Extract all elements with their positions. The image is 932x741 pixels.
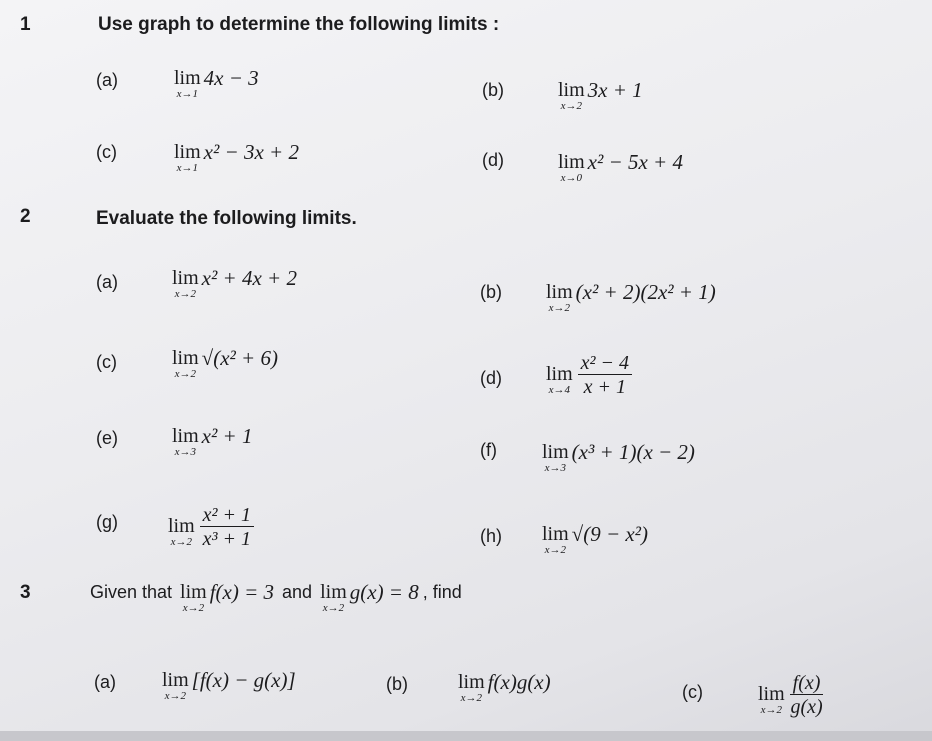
lim-subscript: x→1 <box>176 88 199 100</box>
q1-part-d-label: (d) <box>482 150 504 170</box>
question-3-number: 3 <box>20 582 31 603</box>
lim-subscript: x→2 <box>544 544 567 556</box>
q2-part-g-limit <box>168 504 254 551</box>
lim-word: lim <box>320 581 347 603</box>
given-expression-f: f(x) = 3 <box>209 580 275 604</box>
lim-word: lim <box>458 671 485 693</box>
lim-subscript: x→2 <box>174 368 197 380</box>
limit-expression: [f(x) − g(x)] <box>191 668 296 692</box>
q3-part-a-label: (a) <box>94 672 116 692</box>
q2-part-g-label: (g) <box>96 512 118 532</box>
limit-expression: (x² + 2)(2x² + 1) <box>575 280 716 304</box>
q2-part-c-label: (c) <box>96 352 117 372</box>
lim-word: lim <box>174 141 201 163</box>
fraction <box>200 504 254 551</box>
q1-part-b-label: (b) <box>482 80 504 100</box>
lim-subscript: x→2 <box>174 288 197 300</box>
q2-part-f-label: (f) <box>480 440 497 460</box>
lim-subscript: x→3 <box>544 462 567 474</box>
numerator: x² + 1 <box>200 504 254 527</box>
lim-word: lim <box>542 523 569 545</box>
q2-part-e-limit <box>172 426 252 458</box>
given-limit-f <box>180 582 274 614</box>
limit-expression: x² + 4x + 2 <box>201 266 297 290</box>
q1-part-c-limit <box>174 142 299 174</box>
lim-word: lim <box>558 151 585 173</box>
numerator: x² − 4 <box>578 352 632 375</box>
q2-part-b-limit <box>546 282 716 314</box>
given-suffix: , find <box>422 582 462 602</box>
lim-subscript: x→0 <box>560 172 583 184</box>
numerator: f(x) <box>790 672 824 695</box>
given-prefix: Given that <box>90 582 173 602</box>
lim-subscript: x→2 <box>760 704 783 716</box>
lim-word: lim <box>172 425 199 447</box>
lim-subscript: x→2 <box>548 302 571 314</box>
lim-word: lim <box>168 515 195 537</box>
lim-word: lim <box>546 281 573 303</box>
q2-part-f-limit <box>542 442 695 474</box>
lim-word: lim <box>542 441 569 463</box>
bottom-edge-strip <box>0 731 932 741</box>
lim-subscript: x→2 <box>182 602 205 614</box>
limit-expression: x² − 3x + 2 <box>203 140 299 164</box>
q1-part-a-label: (a) <box>96 70 118 90</box>
q3-part-c-label: (c) <box>682 682 703 702</box>
lim-word: lim <box>172 267 199 289</box>
q3-part-b-label: (b) <box>386 674 408 694</box>
lim-word: lim <box>172 347 199 369</box>
fraction <box>578 352 632 399</box>
limit-expression: (x³ + 1)(x − 2) <box>571 440 695 464</box>
q2-part-b-label: (b) <box>480 282 502 302</box>
question-1-instruction: Use graph to determine the following limits : <box>98 14 500 35</box>
lim-subscript: x→2 <box>170 536 193 548</box>
lim-subscript: x→3 <box>174 446 197 458</box>
limit-expression: 4x − 3 <box>203 66 259 90</box>
lim-word: lim <box>162 669 189 691</box>
q3-part-b-limit <box>458 672 551 704</box>
question-2-instruction: Evaluate the following limits. <box>96 208 357 229</box>
fraction <box>790 672 824 719</box>
lim-subscript: x→1 <box>176 162 199 174</box>
q2-part-a-limit <box>172 268 297 300</box>
q2-part-h-limit <box>542 524 648 556</box>
lim-subscript: x→2 <box>322 602 345 614</box>
q2-part-c-limit <box>172 348 278 380</box>
question-1-number: 1 <box>20 14 31 35</box>
lim-word: lim <box>546 363 573 385</box>
q2-part-d-limit <box>546 352 632 399</box>
limit-expression: f(x)g(x) <box>487 670 551 694</box>
given-expression-g: g(x) = 8 <box>349 580 419 604</box>
lim-word: lim <box>558 79 585 101</box>
limit-expression: √(x² + 6) <box>201 346 278 370</box>
q1-part-b-limit <box>558 80 643 112</box>
lim-subscript: x→2 <box>164 690 187 702</box>
q1-part-a-limit <box>174 68 259 100</box>
question-2-number: 2 <box>20 206 31 227</box>
denominator: g(x) <box>790 696 823 718</box>
denominator: x + 1 <box>583 376 627 398</box>
lim-word: lim <box>180 581 207 603</box>
question-3-given <box>90 582 462 614</box>
lim-word: lim <box>758 683 785 705</box>
given-limit-g <box>320 582 419 614</box>
q2-part-e-label: (e) <box>96 428 118 448</box>
q2-part-a-label: (a) <box>96 272 118 292</box>
q1-part-d-limit <box>558 152 683 184</box>
lim-subscript: x→2 <box>560 100 583 112</box>
lim-word: lim <box>174 67 201 89</box>
given-and: and <box>282 582 313 602</box>
q2-part-d-label: (d) <box>480 368 502 388</box>
q1-part-c-label: (c) <box>96 142 117 162</box>
limit-expression: x² + 1 <box>201 424 253 448</box>
q2-part-h-label: (h) <box>480 526 502 546</box>
limit-expression: 3x + 1 <box>587 78 643 102</box>
limit-expression: x² − 5x + 4 <box>587 150 683 174</box>
lim-subscript: x→2 <box>460 692 483 704</box>
denominator: x³ + 1 <box>202 528 252 550</box>
q3-part-c-limit <box>758 672 823 719</box>
limit-expression: √(9 − x²) <box>571 522 648 546</box>
q3-part-a-limit <box>162 670 296 702</box>
lim-subscript: x→4 <box>548 384 571 396</box>
